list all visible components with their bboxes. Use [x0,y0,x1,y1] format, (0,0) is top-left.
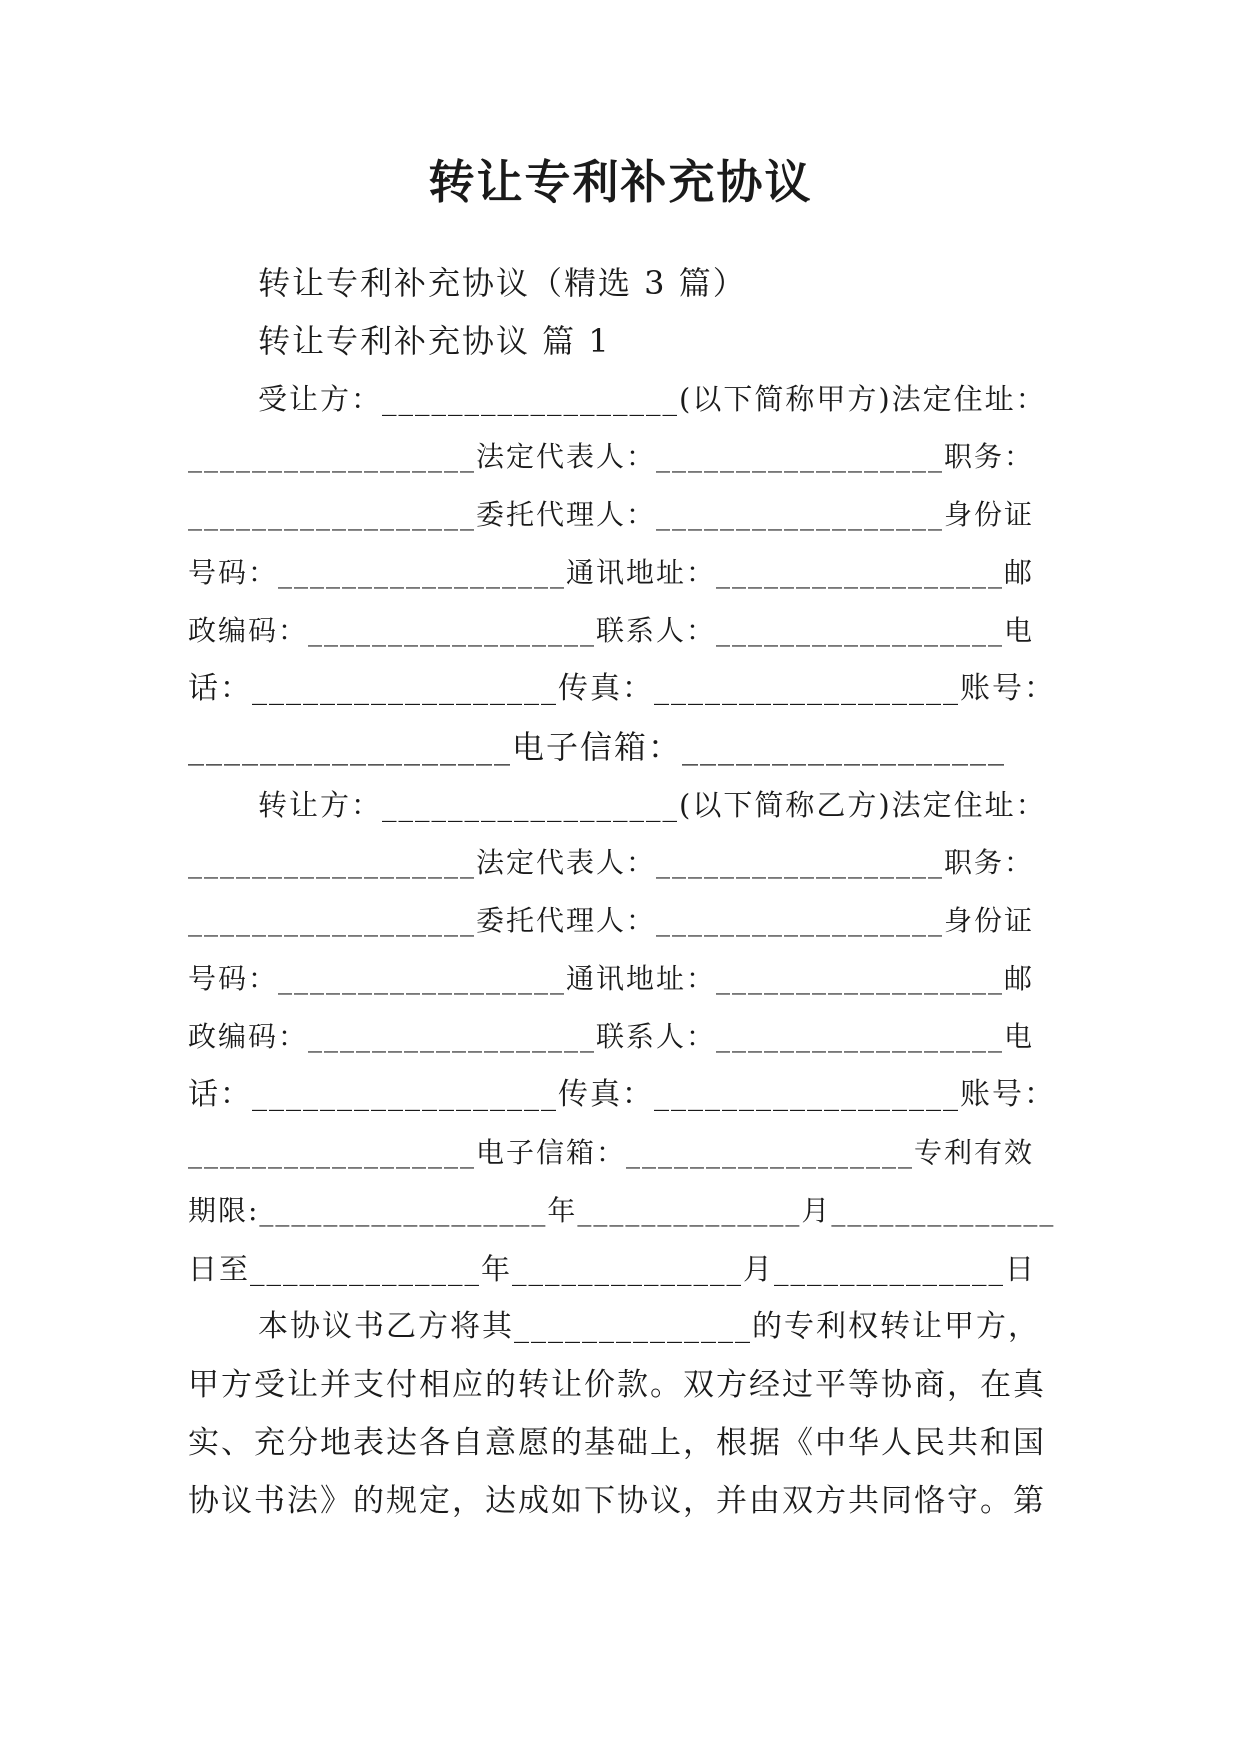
body-line: 转让方：__________________(以下简称乙方)法定住址： [258,788,1047,822]
body-line: __________________委托代理人：__________________身份证 [188,904,1035,937]
body-line: __________________电子信箱：__________________ [188,728,1007,766]
body-line: 号码：__________________通讯地址：__________________邮 [188,962,1035,995]
body-line: 甲方受让并支付相应的转让价款。双方经过平等协商，在真 [188,1367,1046,1403]
document-title: 转让专利补充协议 [428,155,813,209]
body-line: __________________法定代表人：__________________职务： [188,846,1035,879]
body-line: 号码：__________________通讯地址：__________________邮 [188,556,1035,589]
body-line: __________________委托代理人：__________________身份证 [188,498,1035,531]
section-heading: 转让专利补充协议 篇 1 [258,322,611,360]
body-line: 本协议书乙方将其______________的专利权转让甲方， [258,1309,1040,1344]
body-line: __________________法定代表人：__________________职务： [188,440,1035,473]
body-line: 话：__________________传真：__________________账号： [188,1077,1056,1112]
body-line: 实、充分地表达各自意愿的基础上，根据《中华人民共和国 [188,1425,1046,1461]
body-line: 政编码：__________________联系人：__________________电 [188,1020,1035,1053]
body-line: 话：__________________传真：__________________账号： [188,671,1056,706]
subtitle-line: 转让专利补充协议（精选 3 篇） [258,264,747,302]
body-line: __________________电子信箱：__________________专利有效 [188,1136,1035,1169]
body-line: 政编码：__________________联系人：__________________电 [188,614,1035,647]
body-line: 协议书法》的规定，达成如下协议，并由双方共同恪守。第 [188,1483,1046,1519]
body-line: 受让方：__________________(以下简称甲方)法定住址： [258,382,1047,416]
body-line: 日至______________年______________月______________日 [188,1252,1037,1286]
body-line: 期限:__________________年______________月______________ [188,1194,1056,1227]
